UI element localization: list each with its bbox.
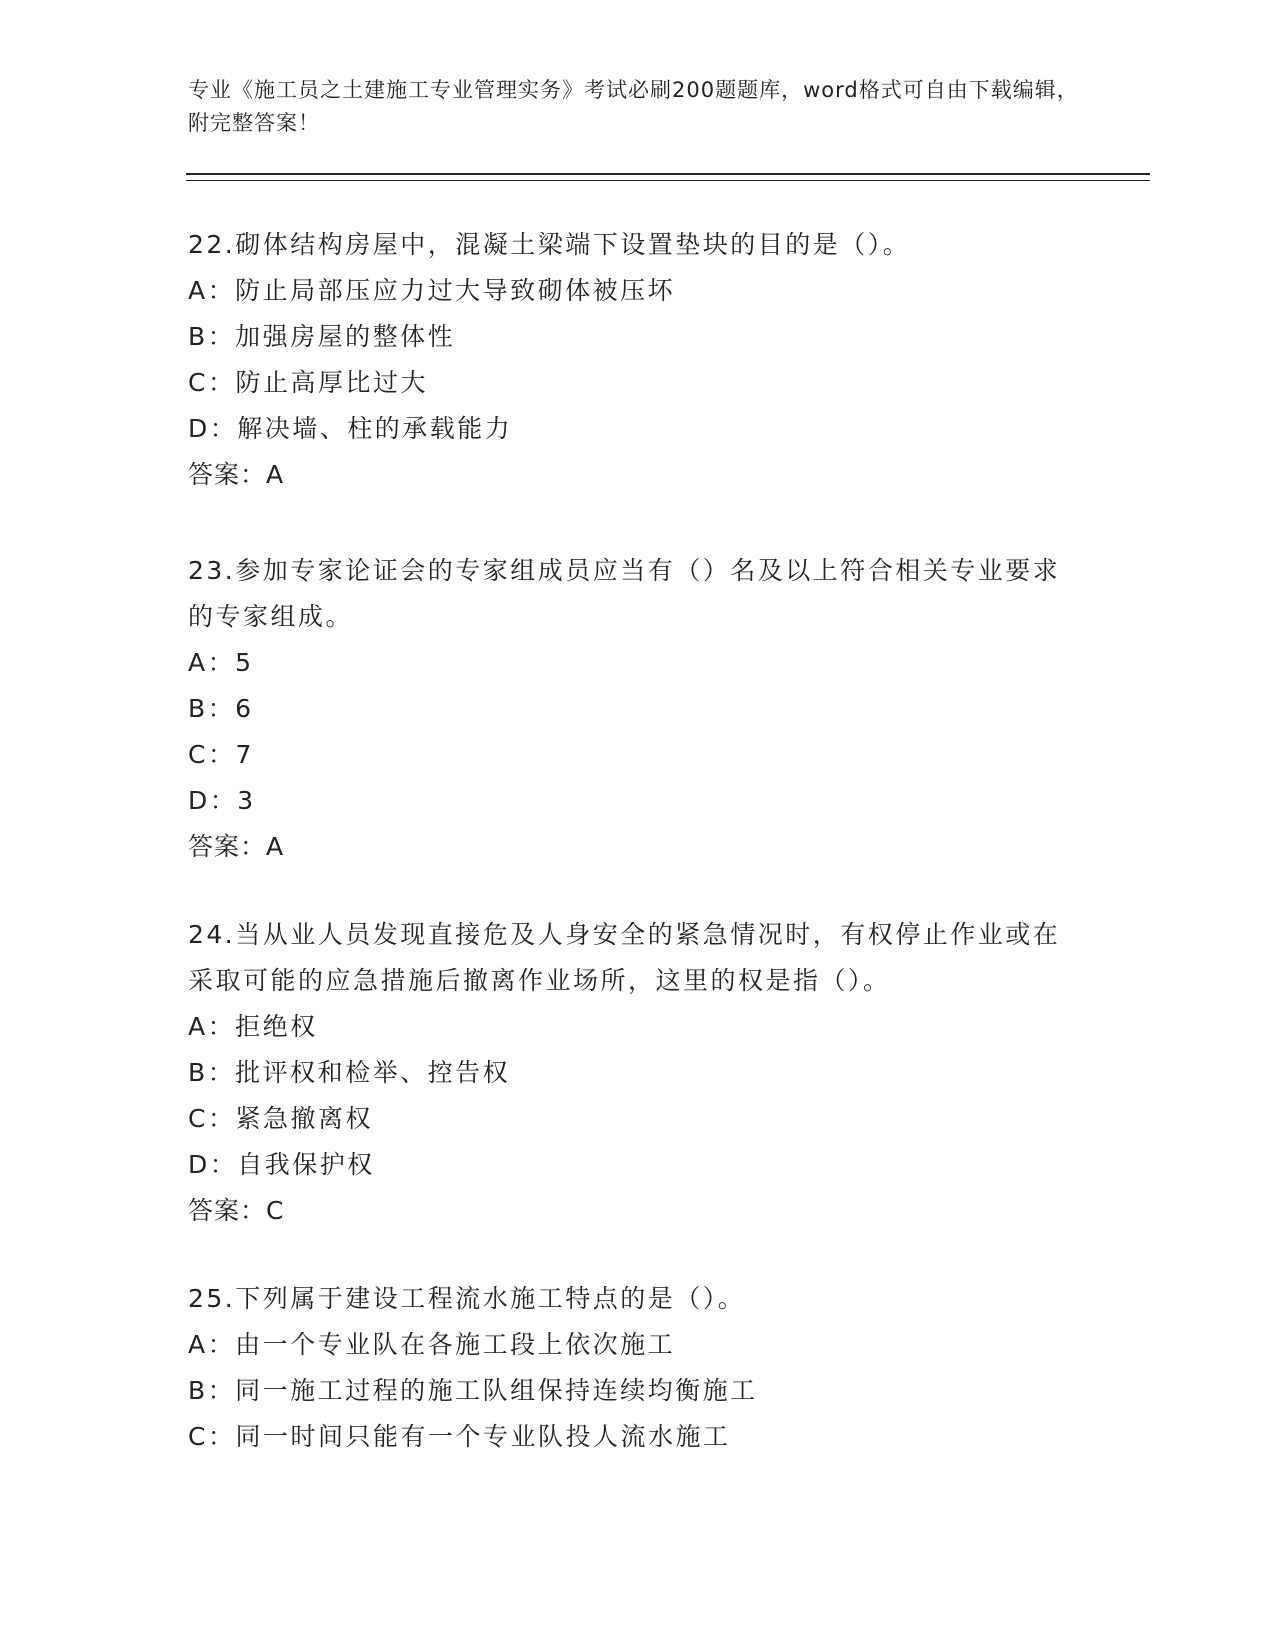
option-b: B：加强房屋的整体性 [188,322,456,351]
option-b: B：同一施工过程的施工队组保持连续均衡施工 [188,1376,758,1405]
answer-line: 答案：A [188,832,285,861]
question-stem: 25.下列属于建设工程流水施工特点的是（）。 [188,1284,746,1313]
option-d: D：自我保护权 [188,1150,375,1179]
option-d: D：解决墙、柱的承载能力 [188,414,513,443]
option-b: B：批评权和检举、控告权 [188,1058,511,1087]
option-c: C：7 [188,740,254,769]
option-a: A：防止局部压应力过大导致砌体被压坏 [188,276,676,305]
header-divider-thick [186,173,1150,175]
question-22 [188,222,1088,498]
answer-line: 答案：A [188,460,285,489]
question-stem: 24.当从业人员发现直接危及人身安全的紧急情况时，有权停止作业或在采取可能的应急措施后撤离作业场所，这里的权是指（）。 [188,920,1061,995]
question-stem: 22.砌体结构房屋中，混凝土梁端下设置垫块的目的是（）。 [188,230,911,259]
question-24 [188,912,1088,1234]
option-c: C：同一时间只能有一个专业队投人流水施工 [188,1422,731,1451]
question-25 [188,1276,1088,1460]
option-a: A：5 [188,648,254,677]
question-23 [188,548,1088,870]
option-b: B：6 [188,694,254,723]
option-c: C：紧急撤离权 [188,1104,373,1133]
answer-line: 答案：C [188,1196,285,1225]
header-divider-thin [186,180,1150,181]
option-a: A：拒绝权 [188,1012,318,1041]
option-a: A：由一个专业队在各施工段上依次施工 [188,1330,676,1359]
question-stem: 23.参加专家论证会的专家组成员应当有（）名及以上符合相关专业要求的专家组成。 [188,556,1061,631]
document-header: 专业《施工员之土建施工专业管理实务》考试必刷200题题库，word格式可自由下载编辑，附完整答案！ [188,78,1079,135]
option-d: D：3 [188,786,256,815]
option-c: C：防止高厚比过大 [188,368,428,397]
